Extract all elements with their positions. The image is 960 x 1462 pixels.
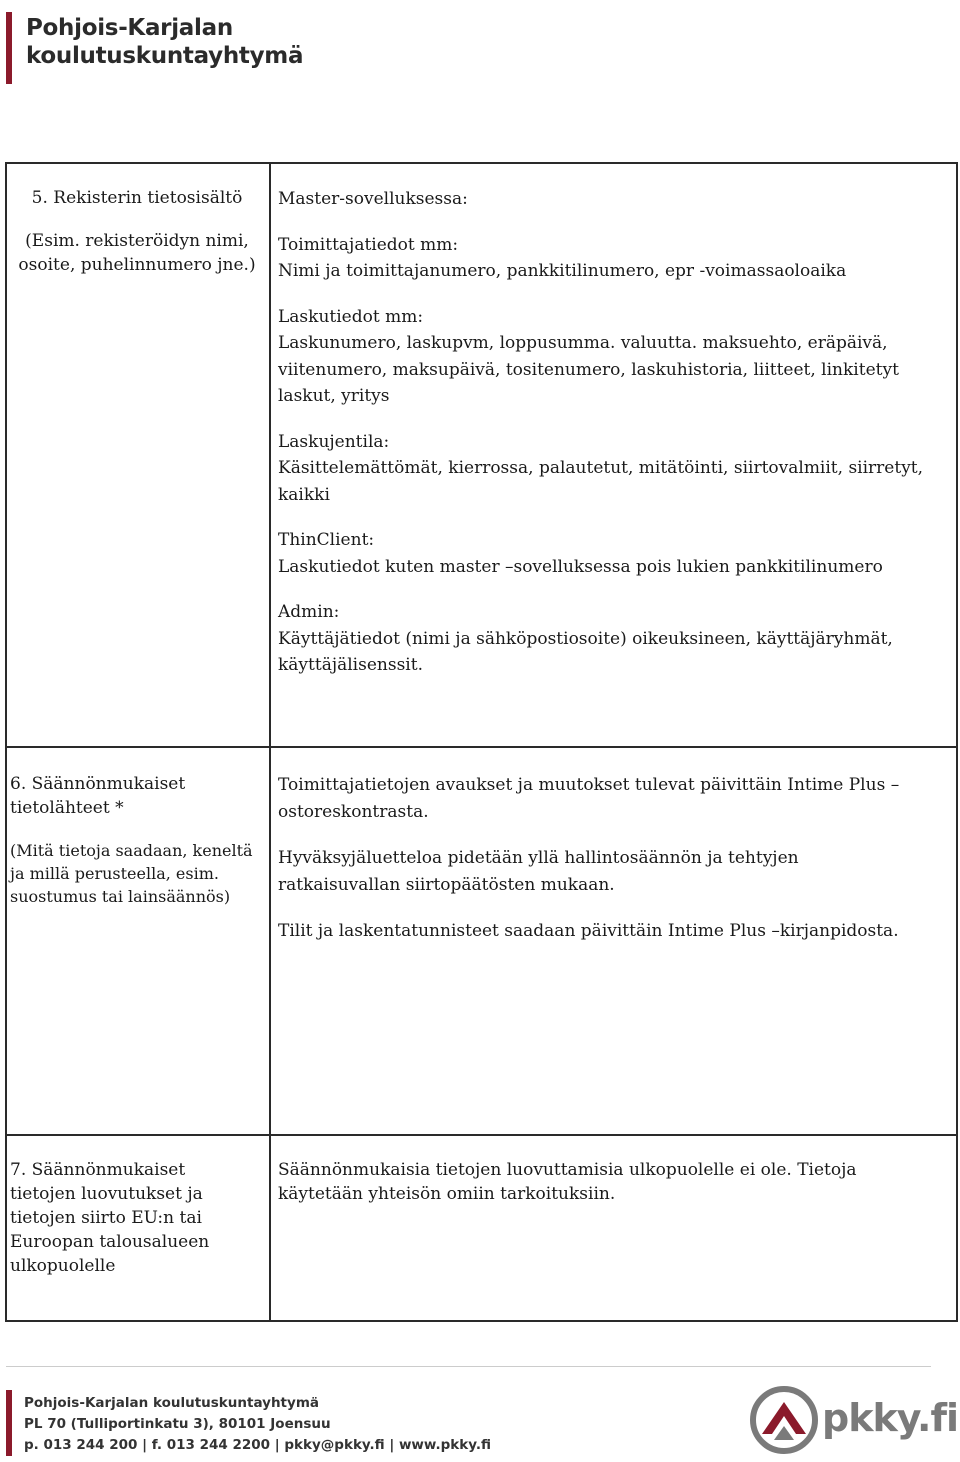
supplier-data-fields: Nimi ja toimittajanumero, pankkitilinumero, epr -voimassaoloaika bbox=[278, 261, 847, 281]
footer-address: PL 70 (Tulliportinkatu 3), 80101 Joensuu bbox=[24, 1416, 331, 1432]
row-6-approver-source: Hyväksyjäluetteloa pidetään yllä hallintosäännön ja tehtyjen ratkaisuvallan siirtopäätösten mukaan. bbox=[278, 848, 799, 895]
thinclient-fields: Laskutiedot kuten master –sovelluksessa pois lukien pankkitilinumero bbox=[278, 556, 883, 577]
admin-heading: Admin: bbox=[278, 602, 340, 622]
row-5-admin bbox=[278, 599, 950, 679]
footer-brand-bar bbox=[6, 1390, 12, 1456]
row-7-title: 7. Säännönmukaiset tietojen luovutukset ja tietojen siirto EU:n tai Euroopan talousalueen ulkopuolelle bbox=[10, 1160, 210, 1276]
pkky-emblem-icon bbox=[750, 1384, 822, 1456]
row-7-disclosures: Säännönmukaisia tietojen luovuttamisia ulkopuolelle ei ole. Tietoja käytetään yhteisön omiin tarkoituksiin. bbox=[278, 1160, 857, 1204]
row-5-title: 5. Rekisterin tietosisältö bbox=[31, 188, 243, 208]
row-5-label-cell bbox=[10, 186, 264, 277]
page-header bbox=[0, 0, 960, 100]
row-6-accounts-source: Tilit ja laskentatunnisteet saadaan päivittäin Intime Plus –kirjanpidosta. bbox=[278, 921, 899, 941]
supplier-data-heading: Toimittajatiedot mm: bbox=[278, 234, 459, 255]
row-7-content-cell bbox=[278, 1158, 950, 1206]
page-footer bbox=[0, 1380, 960, 1462]
row-5-note: (Esim. rekisteröidyn nimi, osoite, puhelinnumero jne.) bbox=[18, 231, 256, 275]
row-6-label-cell bbox=[10, 772, 264, 908]
row-6-title: 6. Säännönmukaiset tietolähteet * bbox=[10, 774, 186, 818]
thinclient-heading: ThinClient: bbox=[278, 530, 375, 550]
column-divider bbox=[269, 162, 271, 1322]
invoice-status-values: Käsittelemättömät, kierrossa, palautetut, mitätöinti, siirtovalmiit, siirretyt, kaikki bbox=[278, 458, 924, 505]
row-7-label-cell bbox=[10, 1158, 230, 1278]
row-5-master-heading: Master-sovelluksessa: bbox=[278, 189, 468, 209]
footer-contact: p. 013 244 200 | f. 013 244 2200 | pkky@pkky.fi | www.pkky.fi bbox=[24, 1437, 491, 1453]
invoice-data-fields: Laskunumero, laskupvm, loppusumma. valuutta. maksuehto, eräpäivä, viitenumero, maksupäivä, tositenumero, laskuhistoria, liitteet, linkitetyt laskut, yritys bbox=[278, 333, 899, 406]
admin-fields: Käyttäjätiedot (nimi ja sähköpostiosoite) oikeuksineen, käyttäjäryhmät, käyttäjälisenssit. bbox=[278, 628, 893, 675]
row-5-invoice-data bbox=[278, 304, 950, 410]
row-5-invoice-status bbox=[278, 429, 950, 509]
row-divider-2 bbox=[5, 1134, 958, 1136]
org-name-line-1: Pohjois-Karjalan bbox=[26, 15, 233, 41]
row-5-content-cell bbox=[278, 186, 950, 698]
invoice-status-heading: Laskujentila: bbox=[278, 431, 390, 452]
footer-divider bbox=[6, 1366, 931, 1367]
pkky-logo bbox=[750, 1384, 959, 1456]
row-5-thinclient bbox=[278, 527, 950, 580]
row-6-note: (Mitä tietoja saadaan, keneltä ja millä perusteella, esim. suostumus tai lainsäännös) bbox=[10, 841, 253, 906]
logo-wordmark: pkky.fi bbox=[822, 1396, 959, 1440]
row-5-supplier-data bbox=[278, 232, 950, 285]
brand-bar bbox=[6, 12, 12, 84]
row-divider-1 bbox=[5, 746, 958, 748]
row-6-content-cell bbox=[278, 772, 950, 964]
row-6-supplier-source: Toimittajatietojen avaukset ja muutokset tulevat päivittäin Intime Plus –ostoreskontrasta. bbox=[278, 775, 900, 822]
invoice-data-heading: Laskutiedot mm: bbox=[278, 306, 424, 327]
footer-contact-block bbox=[24, 1393, 491, 1456]
org-name-line-2: koulutuskuntayhtymä bbox=[26, 43, 304, 69]
organization-name bbox=[26, 14, 303, 70]
footer-org-name: Pohjois-Karjalan koulutuskuntayhtymä bbox=[24, 1395, 319, 1411]
